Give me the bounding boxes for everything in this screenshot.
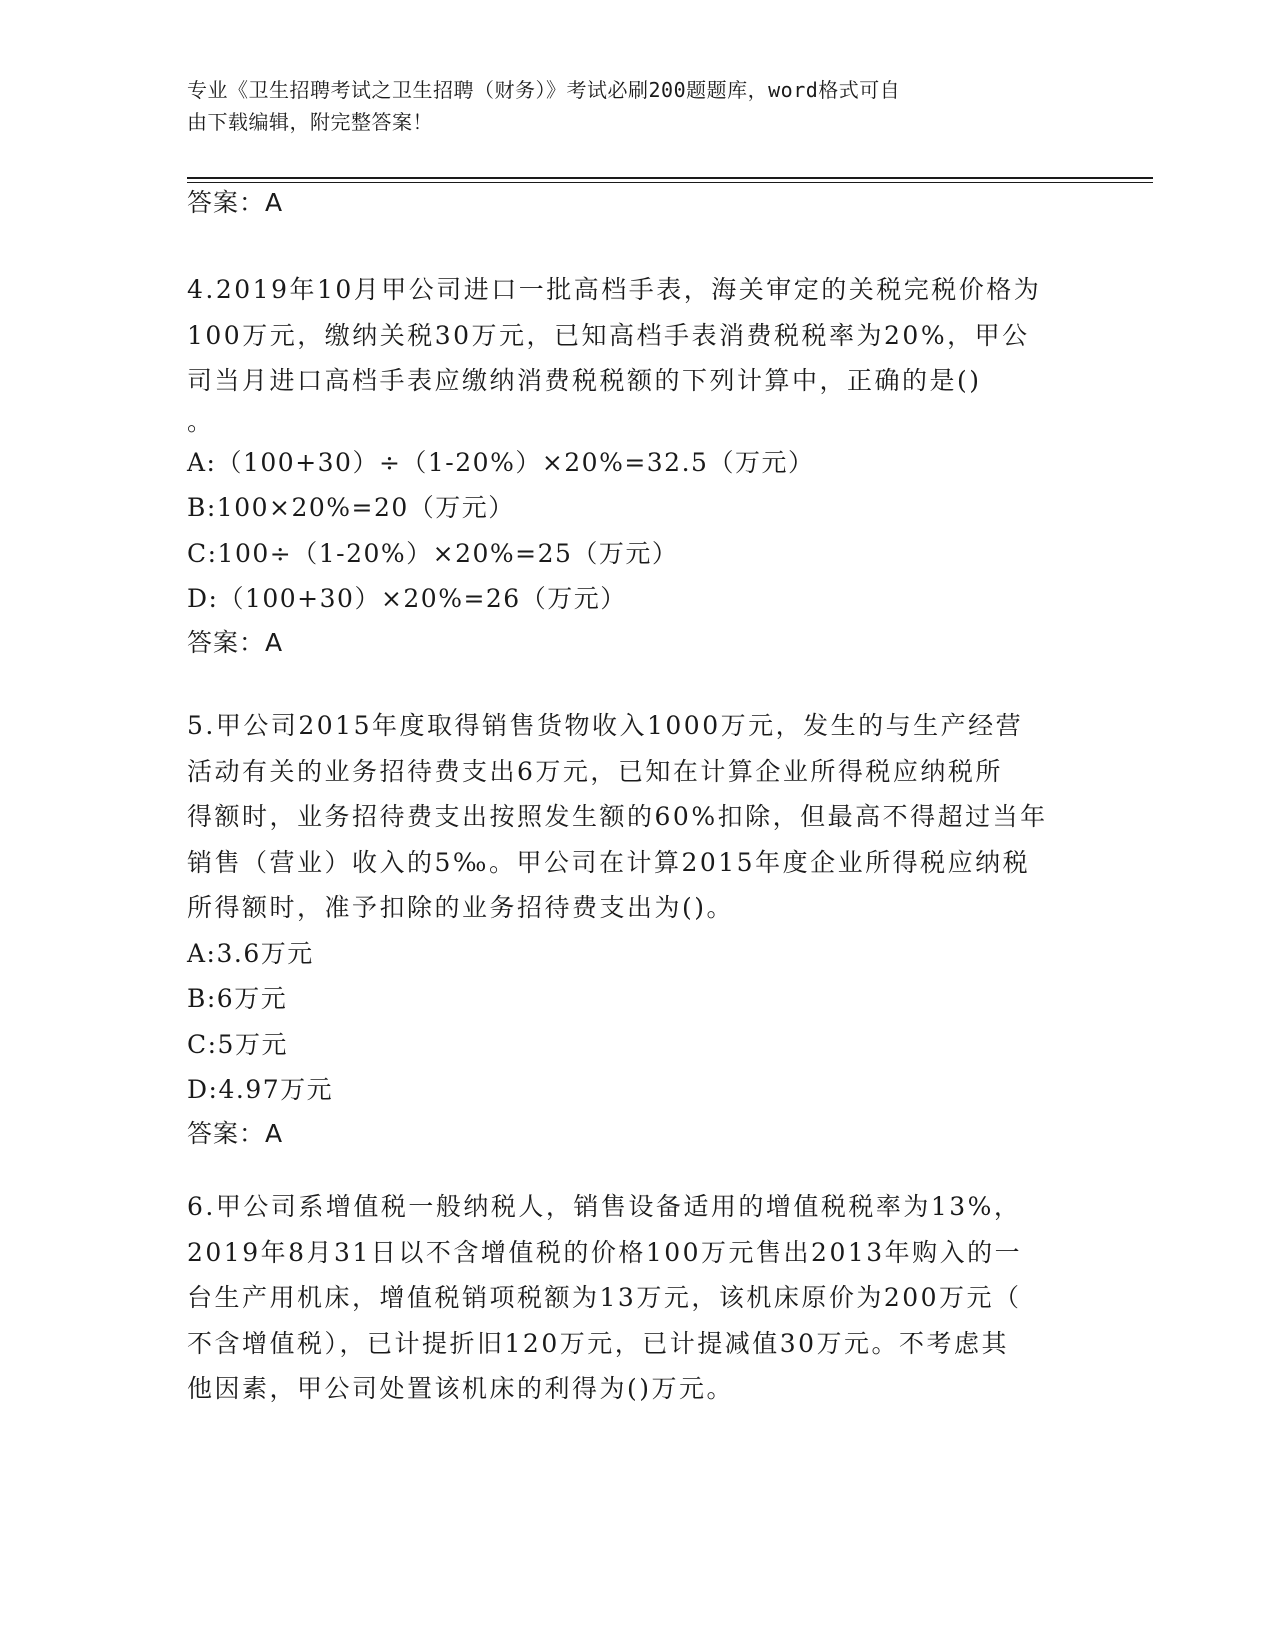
- question-4-line-3: 司当月进口高档手表应缴纳消费税税额的下列计算中，正确的是(): [187, 366, 982, 395]
- question-4-option-b: B:100×20%=20（万元）: [187, 493, 515, 522]
- question-4-option-d: D:（100+30）×20%=26（万元）: [187, 584, 627, 613]
- question-5-stem: [187, 703, 1087, 931]
- question-4-option-a: A:（100+30）÷（1-20%）×20%=32.5（万元）: [187, 447, 815, 477]
- question-5-line-2: 活动有关的业务招待费支出6万元，已知在计算企业所得税应纳税所: [187, 756, 1003, 786]
- header-line-1: 专业《卫生招聘考试之卫生招聘（财务）》考试必刷200题题库，word格式可自: [187, 78, 901, 102]
- question-4-line-2: 100万元，缴纳关税30万元，已知高档手表消费税税率为20%，甲公: [187, 320, 1030, 350]
- question-6-line-4: 不含增值税），已计提折旧120万元，已计提减值30万元。不考虑其: [187, 1328, 1010, 1358]
- question-5-line-3: 得额时，业务招待费支出按照发生额的60%扣除，但最高不得超过当年: [187, 802, 1048, 831]
- question-6: [187, 1184, 1087, 1412]
- question-4-option-c: C:100÷（1-20%）×20%=25（万元）: [187, 538, 679, 568]
- question-4: [187, 267, 1087, 658]
- question-6-line-2: 2019年8月31日以不含增值税的价格100万元售出2013年购入的一: [187, 1237, 1023, 1267]
- question-5-option-d: D:4.97万元: [187, 1075, 334, 1104]
- question-4-answer: 答案：A: [187, 627, 284, 657]
- question-6-stem: [187, 1184, 1087, 1412]
- question-5-line-1: 5.甲公司2015年度取得销售货物收入1000万元，发生的与生产经营: [187, 711, 1024, 740]
- question-5-line-5: 所得额时，准予扣除的业务招待费支出为()。: [187, 893, 735, 922]
- header-line-2: 由下载编辑，附完整答案！: [187, 110, 433, 134]
- question-5-option-c: C:5万元: [187, 1029, 288, 1059]
- header-divider-thin: [187, 182, 1153, 183]
- question-5-answer: 答案：A: [187, 1118, 284, 1148]
- question-6-line-1: 6.甲公司系增值税一般纳税人，销售设备适用的增值税税率为13%，: [187, 1192, 1022, 1221]
- question-5-option-b: B:6万元: [187, 984, 288, 1013]
- question-4-line-1: 4.2019年10月甲公司进口一批高档手表，海关审定的关税完税价格为: [187, 275, 1042, 304]
- question-6-line-5: 他因素，甲公司处置该机床的利得为()万元。: [187, 1374, 735, 1403]
- question-6-line-3: 台生产用机床，增值税销项税额为13万元，该机床原价为200万元（: [187, 1283, 1022, 1312]
- header-divider-thick: [187, 177, 1153, 179]
- document-header: [187, 74, 1067, 138]
- question-5: [187, 703, 1087, 1149]
- question-5-line-4: 销售（营业）收入的5‰。甲公司在计算2015年度企业所得税应纳税: [187, 847, 1031, 877]
- question-5-option-a: A:3.6万元: [187, 938, 314, 968]
- question-4-line-4: 。: [187, 406, 215, 436]
- previous-answer: 答案：A: [187, 188, 284, 217]
- question-4-stem: [187, 267, 1087, 440]
